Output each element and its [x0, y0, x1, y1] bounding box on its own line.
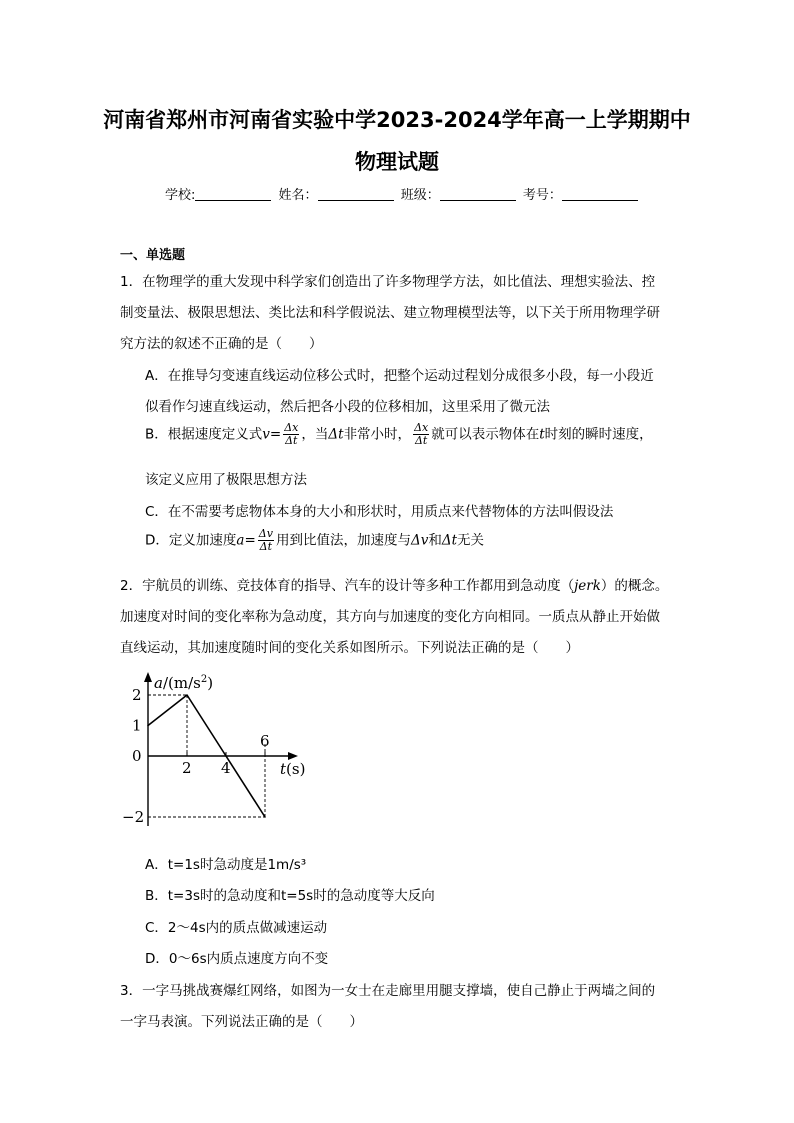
name-field[interactable]	[318, 188, 394, 201]
y-tick-label: 1	[132, 716, 142, 735]
y-tick-label: 0	[132, 747, 142, 765]
data-point	[147, 725, 149, 727]
q1-b-pre: B．根据速度定义式	[145, 426, 263, 443]
x-tick-label: 4	[221, 759, 231, 777]
q1-line3: 究方法的叙述不正确的是（ ）	[120, 336, 323, 352]
data-point	[225, 755, 227, 757]
x-tick-label: 2	[182, 759, 192, 777]
school-label: 学校:	[165, 188, 196, 203]
y-tick-label: −2	[122, 808, 145, 826]
q3-line2: 一字马表演。下列说法正确的是（ ）	[120, 1014, 363, 1030]
q1-line2: 制变量法、极限思想法、类比法和科学假说法、建立物理模型法等，以下关于所用物理学研	[120, 305, 660, 321]
q1-option-a-line2: 似看作匀速直线运动，然后把各小段的位移相加，这里采用了微元法	[145, 399, 550, 415]
x-axis-arrow	[288, 752, 298, 760]
q1-b-v: v=	[262, 426, 282, 443]
q1-option-b-line2: 该定义应用了极限思想方法	[145, 472, 307, 488]
data-segment	[226, 756, 265, 817]
acceleration-time-graph	[120, 668, 320, 838]
q2-option-c: C．2～4s内的质点做减速运动	[145, 920, 328, 936]
y-axis-arrow	[144, 672, 152, 682]
q1-option-c: C．在不需要考虑物体本身的大小和形状时，用质点来代替物体的方法叫假设法	[145, 504, 614, 520]
q2-option-a: A．t=1s时急动度是1m/s³	[145, 857, 307, 873]
data-point	[186, 694, 188, 696]
number-field[interactable]	[562, 188, 638, 201]
info-line	[165, 184, 641, 203]
q2-line3: 直线运动，其加速度随时间的变化关系如图所示。下列说法正确的是（ ）	[120, 640, 579, 656]
q2-option-d: D．0～6s内质点速度方向不变	[145, 951, 329, 967]
q1-b-fraction-2: $\frac{\Delta x}{\Delta t}$	[414, 421, 429, 447]
y-axis-label: $a/(m/s^2)$	[154, 674, 214, 692]
page-title-line1: 河南省郑州市河南省实验中学2023-2024学年高一上学期期中	[103, 108, 691, 132]
q1-option-b-line1: B．根据速度定义式v= $\frac{\Delta x}{\Delta t}$ ，当Δt非常小时， $\frac{\Delta x}{\Delta t}$ 就可以表示物体在t时刻的瞬时速度，	[145, 421, 653, 447]
q2-line2: 加速度对时间的变化率称为急动度，其方向与加速度的变化方向相同。一质点从静止开始做	[120, 609, 660, 625]
page-title-line2: 物理试题	[355, 150, 439, 174]
q1-b-fraction: $\frac{\Delta x}{\Delta t}$	[284, 421, 299, 447]
q2-line1: 2．宇航员的训练、竞技体育的指导、汽车的设计等多种工作都用到急动度（jerk）的概念。	[120, 578, 669, 594]
number-label: 考号：	[522, 188, 562, 203]
class-label: 班级：	[400, 188, 440, 203]
q2-option-b: B．t=3s时的急动度和t=5s时的急动度等大反向	[145, 888, 435, 904]
class-field[interactable]	[440, 188, 516, 201]
data-segment	[148, 695, 187, 726]
data-segment	[187, 695, 226, 756]
q1-option-d: D．定义加速度a= $\frac{\Delta v}{\Delta t}$ 用到比值法，加速度与Δv和Δt无关	[145, 527, 485, 553]
q3-line1: 3．一字马挑战赛爆红网络，如图为一女士在走廊里用腿支撑墙，使自己静止于两墙之间的	[120, 983, 656, 999]
q1-option-a-line1: A．在推导匀变速直线运动位移公式时，把整个运动过程划分成很多小段，每一小段近	[145, 368, 654, 384]
y-tick-label: 2	[132, 686, 142, 704]
x-tick-label: 6	[260, 732, 270, 750]
q1-d-fraction: $\frac{\Delta v}{\Delta t}$	[258, 527, 273, 553]
x-axis-label: t(s)	[280, 760, 306, 778]
school-field[interactable]	[195, 188, 271, 201]
data-point	[264, 816, 266, 818]
q1-line1: 1．在物理学的重大发现中科学家们创造出了许多物理学方法，如比值法、理想实验法、控	[120, 274, 656, 290]
name-label: 姓名：	[278, 188, 318, 203]
section-heading: 一、单选题	[120, 248, 186, 263]
